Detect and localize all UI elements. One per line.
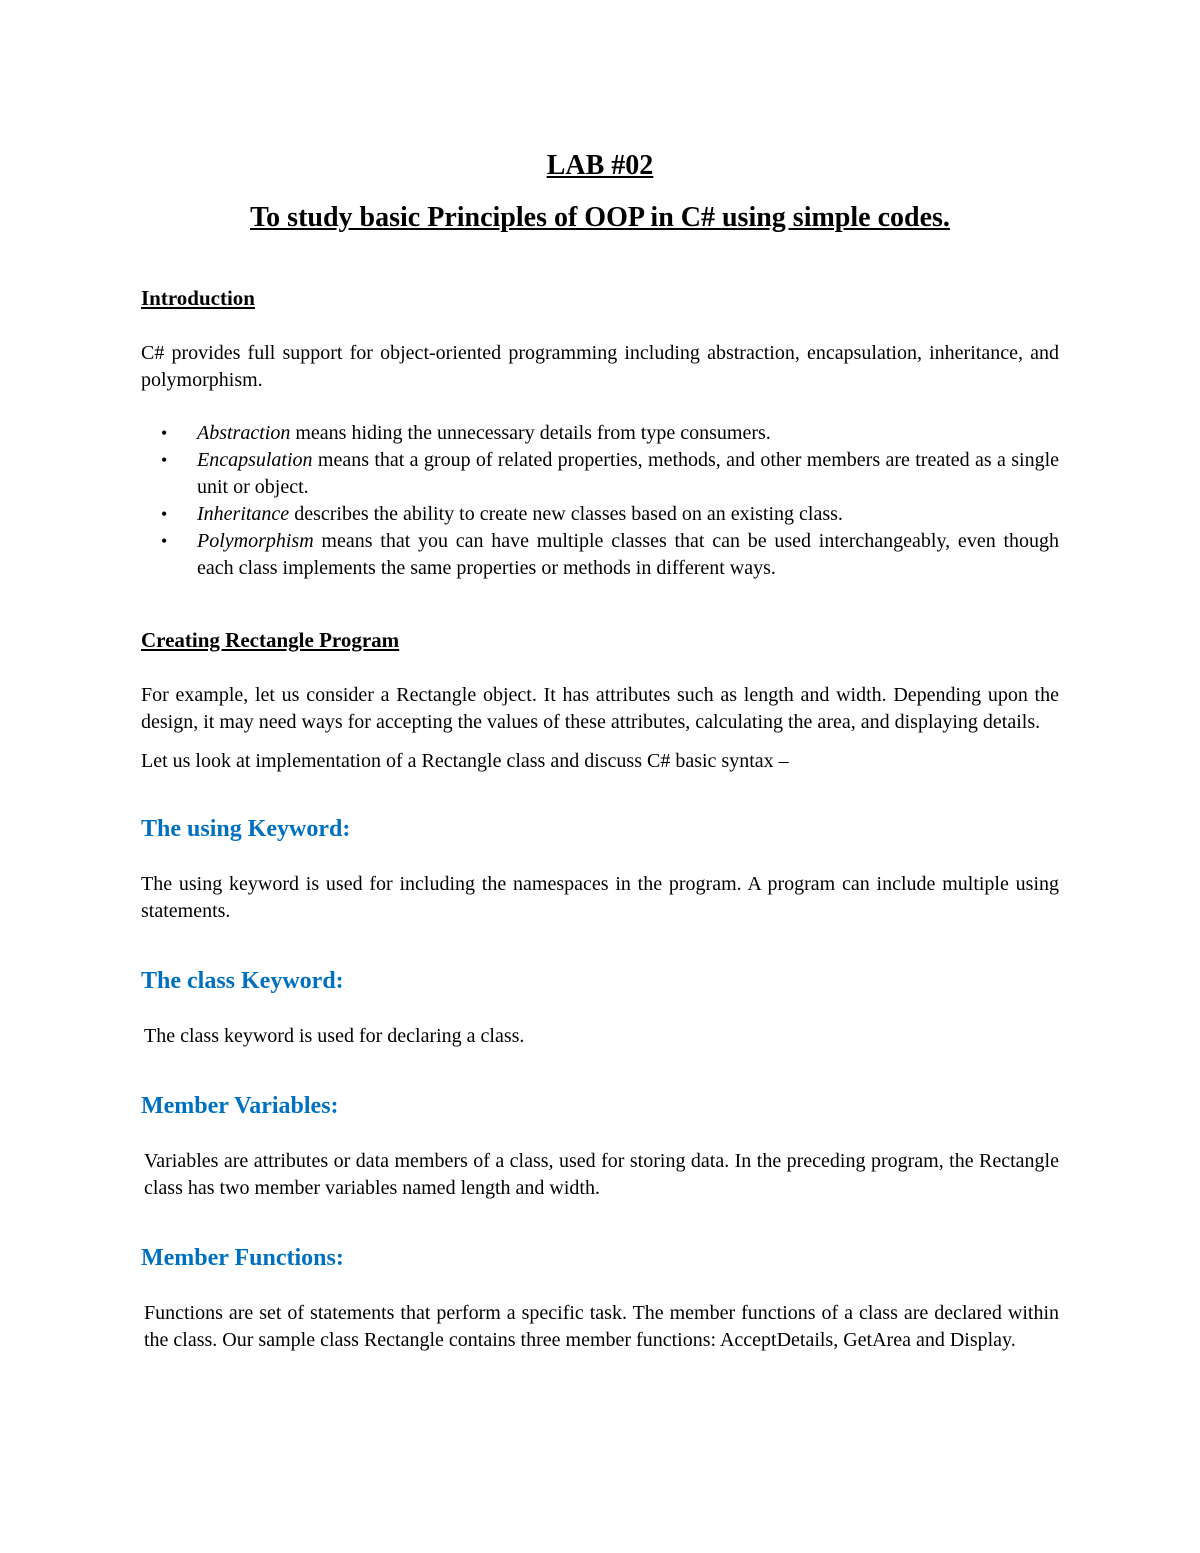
oop-principles-list: [141, 420, 1059, 582]
list-item: [141, 501, 1059, 528]
rectangle-syntax-intro: Let us look at implementation of a Rectangle class and discuss C# basic syntax –: [141, 750, 789, 772]
rectangle-paragraph: For example, let us consider a Rectangle object. It has attributes such as length and width. Depending upon the design, it may need ways for accepting the values of these attributes, calculating the area, and displaying details.: [141, 684, 1059, 733]
bullet-icon: •: [161, 531, 168, 551]
lab-number-title: LAB #02: [546, 150, 654, 181]
introduction-heading: Introduction: [141, 286, 255, 310]
member-functions-heading: Member Functions:: [141, 1245, 344, 1271]
class-keyword-heading: The class Keyword:: [141, 968, 344, 994]
member-variables-paragraph: Variables are attributes or data members of a class, used for storing data. In the preceding program, the Rectangle class has two member variables named length and width.: [144, 1150, 1059, 1199]
introduction-paragraph: C# provides full support for object-oriented programming including abstraction, encapsulation, inheritance, and polymorphism.: [141, 342, 1059, 391]
term-encapsulation: Encapsulation: [197, 449, 313, 471]
term-description: means hiding the unnecessary details from type consumers.: [290, 422, 771, 444]
list-item: [141, 528, 1059, 582]
term-polymorphism: Polymorphism: [197, 530, 314, 552]
lab-subtitle: To study basic Principles of OOP in C# using simple codes.: [250, 202, 950, 233]
member-variables-heading: Member Variables:: [141, 1093, 339, 1119]
rectangle-program-heading: Creating Rectangle Program: [141, 628, 400, 652]
document-body: [141, 145, 1059, 1354]
using-keyword-heading: The using Keyword:: [141, 816, 351, 842]
bullet-icon: •: [161, 450, 168, 470]
bullet-icon: •: [161, 504, 168, 524]
bullet-icon: •: [161, 423, 168, 443]
list-item: [141, 447, 1059, 501]
list-item: [141, 420, 1059, 447]
term-description: describes the ability to create new classes based on an existing class.: [289, 503, 843, 525]
term-description: means that you can have multiple classes that can be used interchangeably, even though each class implements the same properties or methods in different ways.: [197, 530, 1059, 579]
term-inheritance: Inheritance: [197, 503, 290, 525]
member-functions-paragraph: Functions are set of statements that perform a specific task. The member functions of a class are declared within the class. Our sample class Rectangle contains three member functions: AcceptDetails, GetArea and Display.: [144, 1302, 1059, 1351]
class-keyword-paragraph: The class keyword is used for declaring a class.: [144, 1025, 525, 1047]
term-description: means that a group of related properties, methods, and other members are treated as a single unit or object.: [197, 449, 1059, 498]
using-keyword-paragraph: The using keyword is used for including the namespaces in the program. A program can include multiple using statements.: [141, 873, 1059, 922]
term-abstraction: Abstraction: [197, 422, 291, 444]
